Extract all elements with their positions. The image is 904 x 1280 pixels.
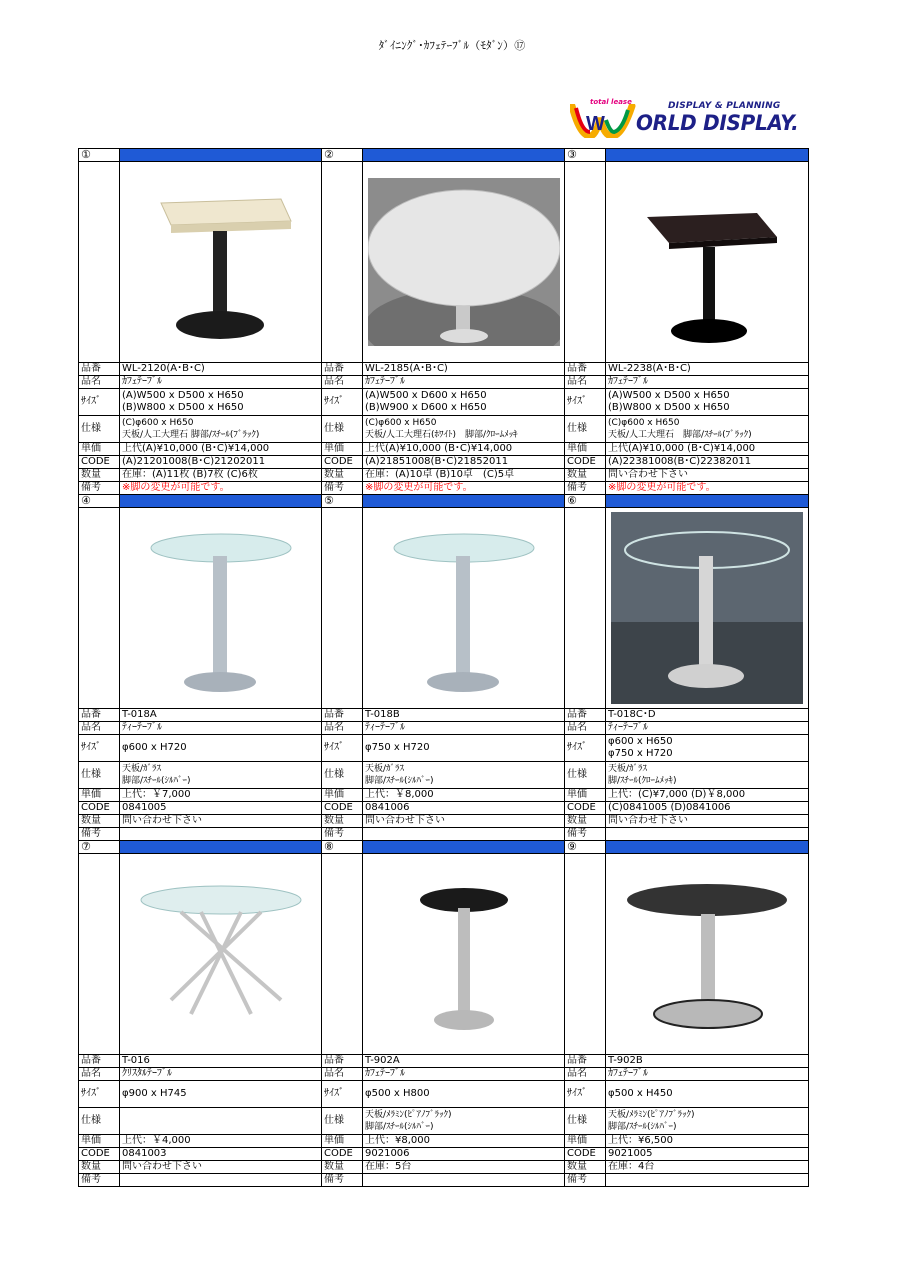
item-header-bar bbox=[363, 495, 565, 508]
image-row bbox=[79, 508, 809, 709]
label-tanka: 単価 bbox=[322, 443, 363, 456]
product-image bbox=[120, 508, 322, 709]
product-image bbox=[606, 508, 809, 709]
value-spec bbox=[606, 1108, 809, 1135]
spec-row-bikou bbox=[79, 828, 809, 841]
label-size: ｻｲｽﾞ bbox=[79, 389, 120, 416]
svg-text:W: W bbox=[586, 113, 605, 135]
label-tanka: 単価 bbox=[79, 789, 120, 802]
value-hinban: T-902B bbox=[606, 1055, 809, 1068]
item-number: ⑨ bbox=[565, 841, 606, 854]
label-code: CODE bbox=[322, 802, 363, 815]
spec-row-bikou bbox=[79, 482, 809, 495]
label-hinban: 品番 bbox=[79, 1055, 120, 1068]
label-hinmei: 品名 bbox=[322, 1068, 363, 1081]
size-line-1: φ500 x H800 bbox=[365, 1088, 430, 1099]
value-hinban: WL-2238(A･B･C) bbox=[606, 363, 809, 376]
image-label-cell bbox=[565, 162, 606, 363]
image-label-cell bbox=[79, 854, 120, 1055]
item-header-bar bbox=[120, 841, 322, 854]
label-bikou: 備考 bbox=[79, 482, 120, 495]
value-hinban: T-018C･D bbox=[606, 709, 809, 722]
value-spec bbox=[363, 762, 565, 789]
logo-tagline: DISPLAY & PLANNING bbox=[668, 101, 781, 111]
label-size: ｻｲｽﾞ bbox=[565, 389, 606, 416]
label-bikou: 備考 bbox=[565, 482, 606, 495]
size-line-1: φ600 x H720 bbox=[122, 742, 187, 753]
label-suuryou: 数量 bbox=[565, 1161, 606, 1174]
label-suuryou: 数量 bbox=[322, 469, 363, 482]
value-hinban: T-018B bbox=[363, 709, 565, 722]
spec-line-2: 脚/ｽﾁｰﾙ(ｸﾛｰﾑﾒｯｷ) bbox=[608, 776, 677, 786]
label-hinban: 品番 bbox=[565, 363, 606, 376]
size-line-1: (A)W500 x D600 x H650 bbox=[365, 390, 487, 401]
value-hinmei: ｶﾌｪﾃｰﾌﾞﾙ bbox=[606, 376, 809, 389]
value-code: 0841006 bbox=[363, 802, 565, 815]
label-size: ｻｲｽﾞ bbox=[79, 735, 120, 762]
value-code: 9021005 bbox=[606, 1148, 809, 1161]
value-tanka: 上代：￥4,000 bbox=[120, 1135, 322, 1148]
item-number: ⑧ bbox=[322, 841, 363, 854]
spec-row-code bbox=[79, 802, 809, 815]
label-suuryou: 数量 bbox=[322, 815, 363, 828]
item-number: ③ bbox=[565, 149, 606, 162]
label-hinmei: 品名 bbox=[79, 1068, 120, 1081]
label-shiyou: 仕様 bbox=[565, 762, 606, 789]
label-tanka: 単価 bbox=[565, 1135, 606, 1148]
spec-line-1: (C)φ600 x H650 bbox=[122, 418, 194, 428]
label-bikou: 備考 bbox=[79, 1174, 120, 1187]
value-suuryou: 問い合わせ下さい bbox=[606, 469, 809, 482]
spec-line-2: 天板/人工大理石(ﾎﾜｲﾄ) 脚部/ｸﾛｰﾑﾒｯｷ bbox=[365, 430, 518, 440]
product-image bbox=[606, 854, 809, 1055]
spec-row-size bbox=[79, 735, 809, 762]
value-size bbox=[120, 735, 322, 762]
label-hinban: 品番 bbox=[322, 363, 363, 376]
spec-row-suuryou bbox=[79, 815, 809, 828]
label-tanka: 単価 bbox=[79, 1135, 120, 1148]
label-hinmei: 品名 bbox=[565, 376, 606, 389]
spec-row-tanka bbox=[79, 789, 809, 802]
value-bikou: ※脚の変更が可能です。 bbox=[363, 482, 565, 495]
item-number: ① bbox=[79, 149, 120, 162]
spec-row-hinmei bbox=[79, 376, 809, 389]
value-size bbox=[120, 389, 322, 416]
label-bikou: 備考 bbox=[322, 1174, 363, 1187]
label-code: CODE bbox=[79, 1148, 120, 1161]
value-tanka: 上代：¥6,500 bbox=[606, 1135, 809, 1148]
image-label-cell bbox=[79, 162, 120, 363]
label-suuryou: 数量 bbox=[79, 1161, 120, 1174]
label-hinban: 品番 bbox=[79, 709, 120, 722]
value-code: (A)22381008(B･C)22382011 bbox=[606, 456, 809, 469]
label-tanka: 単価 bbox=[322, 789, 363, 802]
spec-line-2: 脚部/ｽﾁｰﾙ(ｼﾙﾊﾞｰ) bbox=[122, 776, 191, 786]
label-shiyou: 仕様 bbox=[79, 416, 120, 443]
label-code: CODE bbox=[79, 802, 120, 815]
label-code: CODE bbox=[322, 1148, 363, 1161]
item-header-bar bbox=[363, 841, 565, 854]
label-hinban: 品番 bbox=[322, 709, 363, 722]
spec-row-hinmei bbox=[79, 722, 809, 735]
item-number: ⑦ bbox=[79, 841, 120, 854]
product-image bbox=[606, 162, 809, 363]
value-suuryou: 問い合わせ下さい bbox=[120, 815, 322, 828]
value-size bbox=[363, 735, 565, 762]
label-code: CODE bbox=[565, 802, 606, 815]
group-header-row bbox=[79, 841, 809, 854]
label-code: CODE bbox=[322, 456, 363, 469]
spec-line-1: (C)φ600 x H650 bbox=[608, 418, 680, 428]
value-tanka: 上代：￥8,000 bbox=[363, 789, 565, 802]
image-row bbox=[79, 162, 809, 363]
value-suuryou: 問い合わせ下さい bbox=[606, 815, 809, 828]
label-shiyou: 仕様 bbox=[565, 416, 606, 443]
value-code: (A)21201008(B･C)21202011 bbox=[120, 456, 322, 469]
label-shiyou: 仕様 bbox=[565, 1108, 606, 1135]
value-suuryou: 在庫：5台 bbox=[363, 1161, 565, 1174]
value-hinmei: ｸﾘｽﾀﾙﾃｰﾌﾞﾙ bbox=[120, 1068, 322, 1081]
value-tanka: 上代：¥8,000 bbox=[363, 1135, 565, 1148]
label-size: ｻｲｽﾞ bbox=[565, 1081, 606, 1108]
item-header-bar bbox=[120, 495, 322, 508]
value-spec bbox=[363, 416, 565, 443]
spec-row-spec bbox=[79, 762, 809, 789]
value-hinban: T-016 bbox=[120, 1055, 322, 1068]
product-image bbox=[120, 854, 322, 1055]
value-tanka: 上代：(C)¥7,000 (D)￥8,000 bbox=[606, 789, 809, 802]
product-image bbox=[363, 162, 565, 363]
image-label-cell bbox=[322, 508, 363, 709]
value-hinban: WL-2120(A･B･C) bbox=[120, 363, 322, 376]
value-suuryou: 問い合わせ下さい bbox=[363, 815, 565, 828]
value-spec bbox=[120, 1108, 322, 1135]
spec-line-1: 天板/ｶﾞﾗｽ bbox=[608, 764, 648, 774]
value-suuryou: 在庫：(A)10卓 (B)10卓 (C)5卓 bbox=[363, 469, 565, 482]
value-code: (A)21851008(B･C)21852011 bbox=[363, 456, 565, 469]
product-image bbox=[363, 508, 565, 709]
label-size: ｻｲｽﾞ bbox=[322, 1081, 363, 1108]
spec-row-suuryou bbox=[79, 469, 809, 482]
size-line-1: φ500 x H450 bbox=[608, 1088, 673, 1099]
value-size bbox=[120, 1081, 322, 1108]
value-bikou bbox=[363, 828, 565, 841]
image-label-cell bbox=[565, 508, 606, 709]
spec-row-spec bbox=[79, 416, 809, 443]
label-suuryou: 数量 bbox=[322, 1161, 363, 1174]
value-suuryou: 在庫：(A)11枚 (B)7枚 (C)6枚 bbox=[120, 469, 322, 482]
value-hinmei: ｶﾌｪﾃｰﾌﾞﾙ bbox=[363, 1068, 565, 1081]
value-code: 0841005 bbox=[120, 802, 322, 815]
label-shiyou: 仕様 bbox=[322, 416, 363, 443]
size-line-1: φ750 x H720 bbox=[365, 742, 430, 753]
label-size: ｻｲｽﾞ bbox=[322, 389, 363, 416]
label-code: CODE bbox=[79, 456, 120, 469]
label-shiyou: 仕様 bbox=[322, 1108, 363, 1135]
label-hinban: 品番 bbox=[565, 1055, 606, 1068]
image-row bbox=[79, 854, 809, 1055]
size-line-2: (B)W800 x D500 x H650 bbox=[122, 402, 244, 413]
value-suuryou: 在庫：4台 bbox=[606, 1161, 809, 1174]
value-tanka: 上代(A)¥10,000 (B･C)¥14,000 bbox=[363, 443, 565, 456]
label-bikou: 備考 bbox=[322, 828, 363, 841]
value-spec bbox=[363, 1108, 565, 1135]
spec-row-tanka bbox=[79, 1135, 809, 1148]
value-size bbox=[606, 389, 809, 416]
spec-row-size bbox=[79, 389, 809, 416]
label-code: CODE bbox=[565, 456, 606, 469]
spec-line-2: 脚部/ｽﾁｰﾙ(ｼﾙﾊﾞｰ) bbox=[365, 776, 434, 786]
item-header-bar bbox=[363, 149, 565, 162]
label-shiyou: 仕様 bbox=[322, 762, 363, 789]
value-hinban: T-902A bbox=[363, 1055, 565, 1068]
label-suuryou: 数量 bbox=[79, 469, 120, 482]
value-bikou: ※脚の変更が可能です。 bbox=[120, 482, 322, 495]
label-hinban: 品番 bbox=[565, 709, 606, 722]
spec-row-hinban bbox=[79, 1055, 809, 1068]
label-bikou: 備考 bbox=[565, 1174, 606, 1187]
image-label-cell bbox=[322, 854, 363, 1055]
value-bikou bbox=[120, 828, 322, 841]
product-image bbox=[363, 854, 565, 1055]
label-tanka: 単価 bbox=[322, 1135, 363, 1148]
value-code: 9021006 bbox=[363, 1148, 565, 1161]
item-number: ⑤ bbox=[322, 495, 363, 508]
spec-line-1: 天板/ﾒﾗﾐﾝ(ﾋﾟｱﾉﾌﾞﾗｯｸ) bbox=[365, 1110, 452, 1120]
label-suuryou: 数量 bbox=[565, 815, 606, 828]
size-line-1: (A)W500 x D500 x H650 bbox=[608, 390, 730, 401]
value-tanka: 上代(A)¥10,000 (B･C)¥14,000 bbox=[120, 443, 322, 456]
logo-small-text: total lease bbox=[590, 98, 632, 106]
spec-row-bikou bbox=[79, 1174, 809, 1187]
value-hinmei: ｶﾌｪﾃｰﾌﾞﾙ bbox=[120, 376, 322, 389]
spec-row-suuryou bbox=[79, 1161, 809, 1174]
label-hinban: 品番 bbox=[79, 363, 120, 376]
value-bikou: ※脚の変更が可能です。 bbox=[606, 482, 809, 495]
value-size bbox=[363, 389, 565, 416]
world-display-logo bbox=[570, 98, 805, 138]
value-hinmei: ｶﾌｪﾃｰﾌﾞﾙ bbox=[363, 376, 565, 389]
value-code: (C)0841005 (D)0841006 bbox=[606, 802, 809, 815]
value-bikou bbox=[120, 1174, 322, 1187]
label-hinmei: 品名 bbox=[565, 722, 606, 735]
group-header-row bbox=[79, 149, 809, 162]
item-number: ⑥ bbox=[565, 495, 606, 508]
w-logo-icon bbox=[570, 104, 636, 138]
label-hinmei: 品名 bbox=[322, 376, 363, 389]
value-bikou bbox=[606, 828, 809, 841]
label-size: ｻｲｽﾞ bbox=[79, 1081, 120, 1108]
value-bikou bbox=[363, 1174, 565, 1187]
value-spec bbox=[606, 416, 809, 443]
product-sheet bbox=[78, 148, 809, 1187]
label-bikou: 備考 bbox=[322, 482, 363, 495]
label-size: ｻｲｽﾞ bbox=[565, 735, 606, 762]
label-shiyou: 仕様 bbox=[79, 762, 120, 789]
label-bikou: 備考 bbox=[79, 828, 120, 841]
product-image bbox=[120, 162, 322, 363]
spec-row-hinmei bbox=[79, 1068, 809, 1081]
size-line-2: (B)W900 x D600 x H650 bbox=[365, 402, 487, 413]
logo-wordmark: ORLD DISPLAY. bbox=[636, 111, 799, 135]
label-code: CODE bbox=[565, 1148, 606, 1161]
group-header-row bbox=[79, 495, 809, 508]
value-suuryou: 問い合わせ下さい bbox=[120, 1161, 322, 1174]
spec-line-2: 脚部/ｽﾁｰﾙ(ｼﾙﾊﾞｰ) bbox=[608, 1122, 677, 1132]
spec-row-tanka bbox=[79, 443, 809, 456]
spec-line-1: 天板/ｶﾞﾗｽ bbox=[365, 764, 405, 774]
spec-row-hinban bbox=[79, 709, 809, 722]
spec-line-1: (C)φ600 x H650 bbox=[365, 418, 437, 428]
label-shiyou: 仕様 bbox=[79, 1108, 120, 1135]
value-spec bbox=[606, 762, 809, 789]
item-header-bar bbox=[606, 149, 809, 162]
label-tanka: 単価 bbox=[79, 443, 120, 456]
label-hinban: 品番 bbox=[322, 1055, 363, 1068]
spec-row-hinban bbox=[79, 363, 809, 376]
value-tanka: 上代(A)¥10,000 (B･C)¥14,000 bbox=[606, 443, 809, 456]
label-suuryou: 数量 bbox=[79, 815, 120, 828]
label-hinmei: 品名 bbox=[322, 722, 363, 735]
value-hinban: T-018A bbox=[120, 709, 322, 722]
label-tanka: 単価 bbox=[565, 443, 606, 456]
value-spec bbox=[120, 416, 322, 443]
size-line-2: (B)W800 x D500 x H650 bbox=[608, 402, 730, 413]
image-label-cell bbox=[322, 162, 363, 363]
item-header-bar bbox=[606, 841, 809, 854]
value-hinmei: ﾃｨｰﾃｰﾌﾞﾙ bbox=[606, 722, 809, 735]
value-size bbox=[363, 1081, 565, 1108]
item-number: ④ bbox=[79, 495, 120, 508]
spec-line-2: 天板/人工大理石 脚部/ｽﾁｰﾙ(ﾌﾞﾗｯｸ) bbox=[122, 430, 260, 440]
value-spec bbox=[120, 762, 322, 789]
spec-row-code bbox=[79, 456, 809, 469]
value-bikou bbox=[606, 1174, 809, 1187]
size-line-1: (A)W500 x D500 x H650 bbox=[122, 390, 244, 401]
label-hinmei: 品名 bbox=[79, 722, 120, 735]
value-hinmei: ﾃｨｰﾃｰﾌﾞﾙ bbox=[363, 722, 565, 735]
spec-line-1: 天板/ﾒﾗﾐﾝ(ﾋﾟｱﾉﾌﾞﾗｯｸ) bbox=[608, 1110, 695, 1120]
spec-row-spec bbox=[79, 1108, 809, 1135]
spec-line-2: 脚部/ｽﾁｰﾙ(ｼﾙﾊﾞｰ) bbox=[365, 1122, 434, 1132]
value-hinmei: ﾃｨｰﾃｰﾌﾞﾙ bbox=[120, 722, 322, 735]
item-header-bar bbox=[120, 149, 322, 162]
spec-row-size bbox=[79, 1081, 809, 1108]
value-size bbox=[606, 735, 809, 762]
image-label-cell bbox=[565, 854, 606, 1055]
label-tanka: 単価 bbox=[565, 789, 606, 802]
label-bikou: 備考 bbox=[565, 828, 606, 841]
page-title: ﾀﾞｲﾆﾝｸﾞ･ｶﾌｪﾃｰﾌﾞﾙ（ﾓﾀﾞﾝ）⑰ bbox=[378, 39, 526, 52]
label-suuryou: 数量 bbox=[565, 469, 606, 482]
size-line-1: φ900 x H745 bbox=[122, 1088, 187, 1099]
size-line-1: φ600 x H650 bbox=[608, 736, 673, 747]
image-label-cell bbox=[79, 508, 120, 709]
label-size: ｻｲｽﾞ bbox=[322, 735, 363, 762]
label-hinmei: 品名 bbox=[565, 1068, 606, 1081]
value-size bbox=[606, 1081, 809, 1108]
size-line-2: φ750 x H720 bbox=[608, 748, 673, 759]
item-number: ② bbox=[322, 149, 363, 162]
spec-line-2: 天板/人工大理石 脚部/ｽﾁｰﾙ(ﾌﾞﾗｯｸ) bbox=[608, 430, 752, 440]
item-header-bar bbox=[606, 495, 809, 508]
label-hinmei: 品名 bbox=[79, 376, 120, 389]
value-hinban: WL-2185(A･B･C) bbox=[363, 363, 565, 376]
value-tanka: 上代：￥7,000 bbox=[120, 789, 322, 802]
value-code: 0841003 bbox=[120, 1148, 322, 1161]
spec-row-code bbox=[79, 1148, 809, 1161]
spec-line-1: 天板/ｶﾞﾗｽ bbox=[122, 764, 162, 774]
value-hinmei: ｶﾌｪﾃｰﾌﾞﾙ bbox=[606, 1068, 809, 1081]
